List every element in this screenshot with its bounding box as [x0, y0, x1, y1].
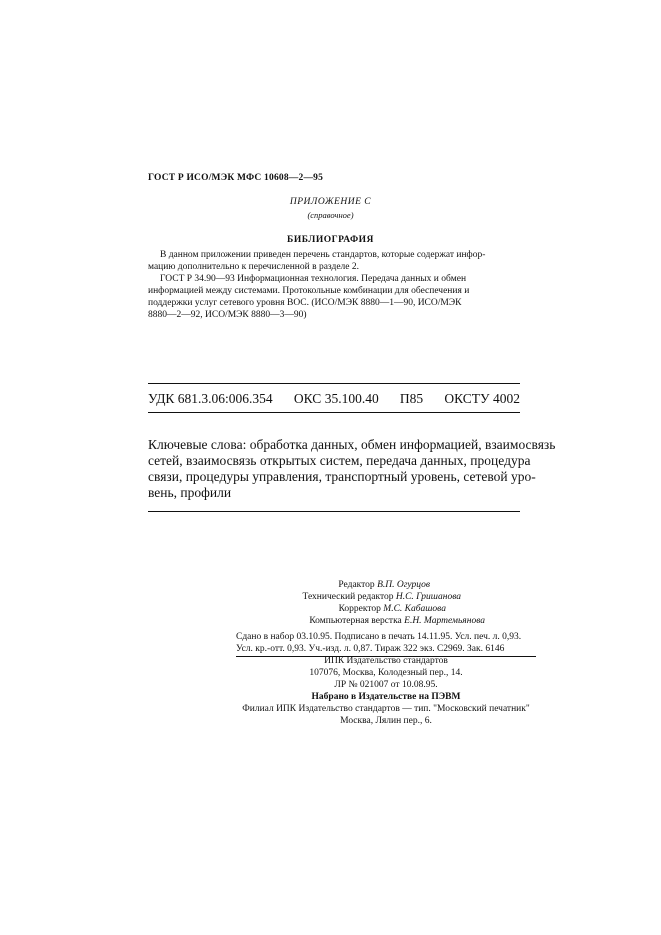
- keywords-line: сетей, взаимосвязь открытых систем, передача данных, процедура: [148, 453, 531, 468]
- publisher-line: Филиал ИПК Издательство стандартов — тип. "Московский печатник": [242, 704, 530, 714]
- bibliography-line: мацию дополнительно к перечисленной в разделе 2.: [148, 262, 360, 272]
- bibliography-line: 8880—2—92, ИСО/МЭК 8880—3—90): [148, 310, 307, 320]
- okstu-code: ОКСТУ 4002: [444, 391, 520, 406]
- appendix-subtitle: (справочное): [307, 210, 354, 220]
- print-info-line: Сдано в набор 03.10.95. Подписано в печать 14.11.95. Усл. печ. л. 0,93.: [236, 632, 522, 642]
- bibliography-line: ГОСТ Р 34.90—93 Информационная технология. Передача данных и обмен: [160, 274, 467, 284]
- divider-keywords: [148, 511, 520, 512]
- bibliography-line: поддержки услуг сетевого уровня ВОС. (ИСО/МЭК 8880—1—90, ИСО/МЭК: [148, 298, 462, 308]
- publisher-line: Москва, Лялин пер., 6.: [340, 716, 432, 726]
- classification-row: [148, 391, 520, 407]
- p-code: П85: [399, 391, 424, 406]
- staff-tech-editor: Технический редактор Н.С. Гришанова: [302, 592, 461, 602]
- keywords-line: связи, процедуры управления, транспортный уровень, сетевой уро-: [148, 469, 536, 484]
- print-info-line: Усл. кр.-отт. 0,93. Уч.-изд. л. 0,87. Тираж 322 экз. С2969. Зак. 6146: [236, 644, 505, 654]
- keywords-line: вень, профили: [148, 485, 232, 500]
- bibliography-line: информацией между системами. Протокольные комбинации для обеспечения и: [148, 286, 470, 296]
- divider-classification: [148, 412, 520, 413]
- bibliography-line: В данном приложении приведен перечень стандартов, которые содержат инфор-: [160, 250, 486, 260]
- appendix-title: ПРИЛОЖЕНИЕ С: [289, 197, 372, 207]
- publisher-line: 107076, Москва, Колодезный пер., 14.: [309, 668, 463, 678]
- staff-editor: Редактор В.П. Огурцов: [338, 580, 430, 590]
- udk-code: УДК 681.3.06:006.354: [148, 391, 273, 406]
- oks-code: ОКС 35.100.40: [293, 391, 379, 406]
- publisher-line: ИПК Издательство стандартов: [324, 656, 448, 666]
- publisher-line: Набрано в Издательстве на ПЭВМ: [311, 692, 461, 702]
- staff-layout: Компьютерная верстка Е.Н. Мартемьянова: [309, 616, 485, 626]
- keywords-line: Ключевые слова: обработка данных, обмен информацией, взаимосвязь: [148, 437, 556, 452]
- bibliography-heading: БИБЛИОГРАФИЯ: [287, 235, 374, 245]
- staff-corrector: Корректор М.С. Кабашова: [338, 604, 446, 614]
- document-header-code: ГОСТ Р ИСО/МЭК МФС 10608—2—95: [148, 173, 324, 183]
- publisher-line: ЛР № 021007 от 10.08.95.: [334, 680, 438, 690]
- divider-top: [148, 383, 520, 384]
